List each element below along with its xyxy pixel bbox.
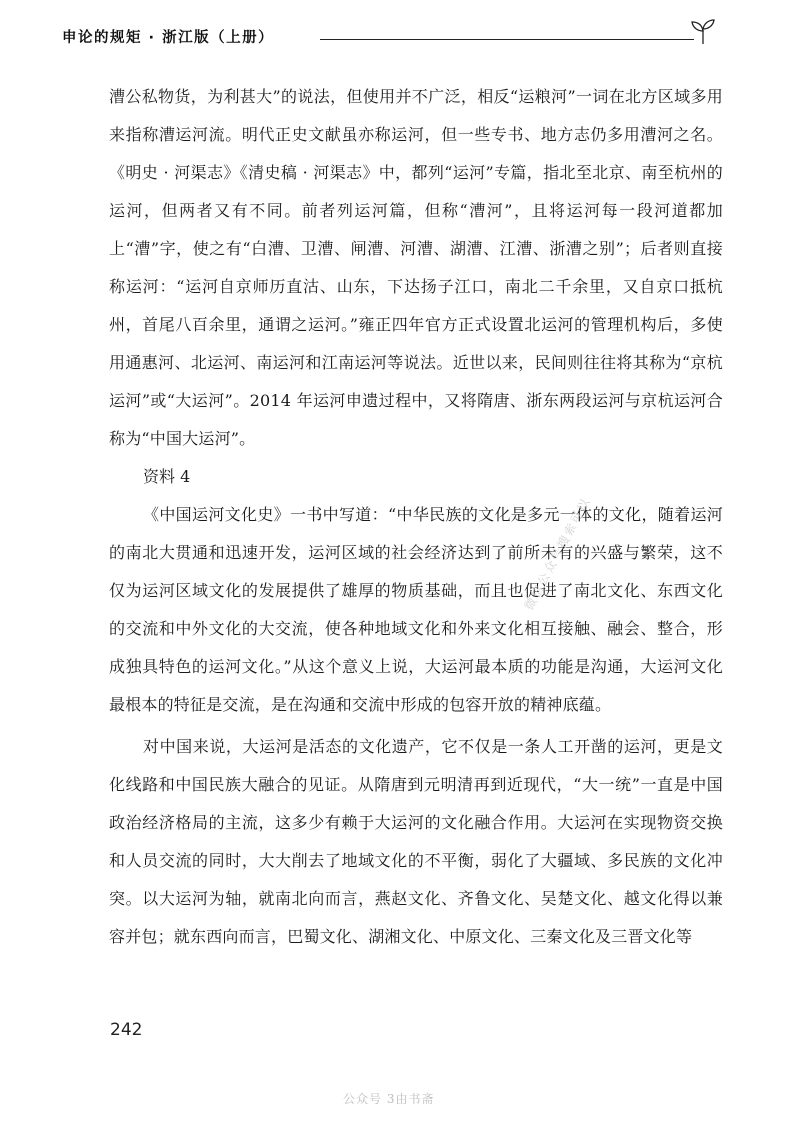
footer-watermark: 公众号 3由书斋 — [343, 1092, 435, 1106]
paragraph-material-4: 《中国运河文化史》一书中写道：“中华民族的文化是多元一体的文化，随着运河的南北大贯通和迅速开发，运河区域的社会经济达到了前所未有的兴盛与繁荣，这不仅为运河区域文化的发展提供了雄厚的物质基础，而且也促进了南北文化、东西文化的交流和中外文化的大交流，使各种地域文化和外来文化相互接触、融会、整合，形成独具特色的运河文化。”从这个意义上说，大运河最本质的功能是沟通，大运河文化最根本的特征是交流，是在沟通和交流中形成的包容开放的精神底蕴。 — [109, 505, 723, 714]
header-rule — [320, 39, 694, 40]
paragraph-cultural-heritage: 对中国来说，大运河是活态的文化遗产，它不仅是一条人工开凿的运河，更是文化线路和中国民族大融合的见证。从隋唐到元明清再到近现代，“大一统”一直是中国政治经济格局的主流，这多少有赖于大运河的文化融合作用。大运河在实现物资交换和人员交流的同时，大大削去了地域文化的不平衡，弱化了大疆域、多民族的文化冲突。以大运河为轴，就南北向而言，燕赵文化、齐鲁文化、吴楚文化、越文化得以兼容并包；就东西向而言，巴蜀文化、湖湘文化、中原文化、三秦文化及三晋文化等 — [109, 737, 723, 946]
section-label: 资料 4 — [143, 467, 191, 486]
book-title: 申论的规矩 · 浙江版（上册） — [62, 30, 275, 46]
paragraph-continuation: 漕公私物货，为利甚大”的说法，但使用并不广泛，相反“运粮河”一词在北方区域多用来指称漕运河流。明代正史文献虽亦称运河，但一些专书、地方志仍多用漕河之名。《明史 · 河渠志》《清史稿 · 河渠志》中，都列“运河”专篇，指北至北京、南至杭州的运河，但两者又有不同。前者列运河篇，但称“漕河”，且将运河每一段河道都加上“漕”字，使之有“白漕、卫漕、闸漕、河漕、湖漕、江漕、浙漕之别”；后者则直接称运河：“运河自京师历直沽、山东，下达扬子江口，南北二千余里，又自京口抵杭州，首尾八百余里，通谓之运河。”雍正四年官方正式设置北运河的管理机构后，多使用通惠河、北运河、南运河和江南运河等说法。近世以来，民间则往往将其称为“京杭运河”或“大运河”。2014 年运河申遗过程中，又将隋唐、浙东两段运河与京杭运河合称为“中国大运河”。 — [109, 87, 723, 448]
watermark-text: 微信公众号搜索可以 — [521, 494, 594, 613]
running-header — [62, 26, 712, 50]
page-number: 242 — [110, 1020, 143, 1040]
sprout-icon — [688, 16, 718, 46]
body-text — [109, 78, 723, 956]
